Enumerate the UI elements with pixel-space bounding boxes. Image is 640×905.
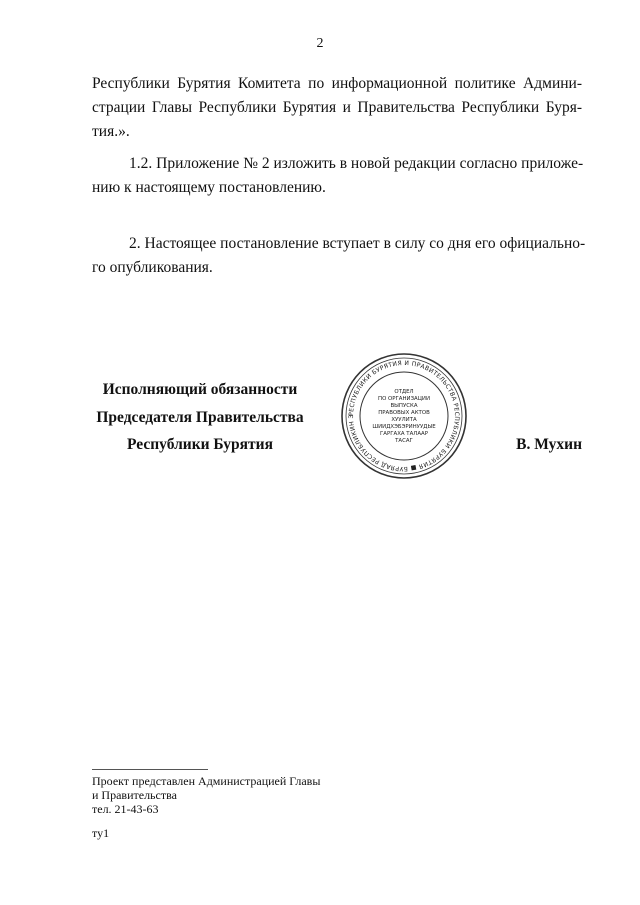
paragraph-item-1-2: [92, 152, 582, 200]
seal-inner-line: ПО ОРГАНИЗАЦИИ: [378, 396, 430, 402]
paragraph-continuation: [92, 72, 582, 144]
signatory-title-line-1: Исполняющий обязанности: [102, 381, 298, 398]
seal-inner-line: ВЫПУСКА: [390, 403, 418, 409]
seal-outer-text: РЕСПУБЛИКИ БУРЯТИЯ И ПРАВИТЕЛЬСТВА РЕСПУБЛИКИ БУРЯТИЯ ■ БУРЯАД РЕСПУБЛИКИН З: [347, 359, 461, 473]
footer-line: и Правительства: [92, 788, 177, 802]
seal-outer-ring-2: [346, 358, 462, 474]
text-line: тия.».: [92, 123, 130, 140]
page-number: 2: [316, 36, 324, 51]
text-line: страции Главы Республики Бурятия и Правительства Республики Буря-: [92, 99, 582, 116]
seal-inner-line: ОТДЕЛ: [394, 389, 414, 395]
text-line: 1.2. Приложение № 2 изложить в новой редакции согласно приложе-: [129, 155, 584, 172]
seal-inner-line: ТАСАГ: [395, 438, 413, 444]
text-line: Республики Бурятия Комитета по информационной политике Админи-: [92, 75, 582, 92]
seal-inner-ring: [360, 372, 448, 460]
paragraph-item-2: [92, 232, 586, 280]
footer-divider: [92, 769, 208, 770]
signatory-name: В. Мухин: [516, 436, 582, 453]
footer-line: тел. 21-43-63: [92, 802, 159, 816]
text-line: 2. Настоящее постановление вступает в силу со дня его официально-: [129, 235, 586, 252]
seal-inner-line: ХУУЛИТА: [391, 417, 417, 423]
seal-graphic: [340, 352, 468, 480]
seal-inner-line: ПРАВОВЫХ АКТОВ: [378, 410, 430, 416]
footer-code: ту1: [92, 826, 110, 840]
signatory-title-line-2: Председателя Правительства: [96, 409, 304, 426]
footer-line: Проект представлен Администрацией Главы: [92, 774, 321, 788]
text-line: нию к настоящему постановлению.: [92, 179, 326, 196]
seal-outer-ring: [342, 354, 466, 478]
seal-inner-line: ШИИДХЭБЭРИНУУДЫЕ: [372, 424, 436, 430]
signatory-title-line-3: Республики Бурятия: [127, 436, 273, 453]
official-seal: [340, 352, 468, 480]
text-line: го опубликования.: [92, 259, 213, 276]
seal-inner-line: ГАРГАХА ТАЛААР: [380, 431, 428, 437]
